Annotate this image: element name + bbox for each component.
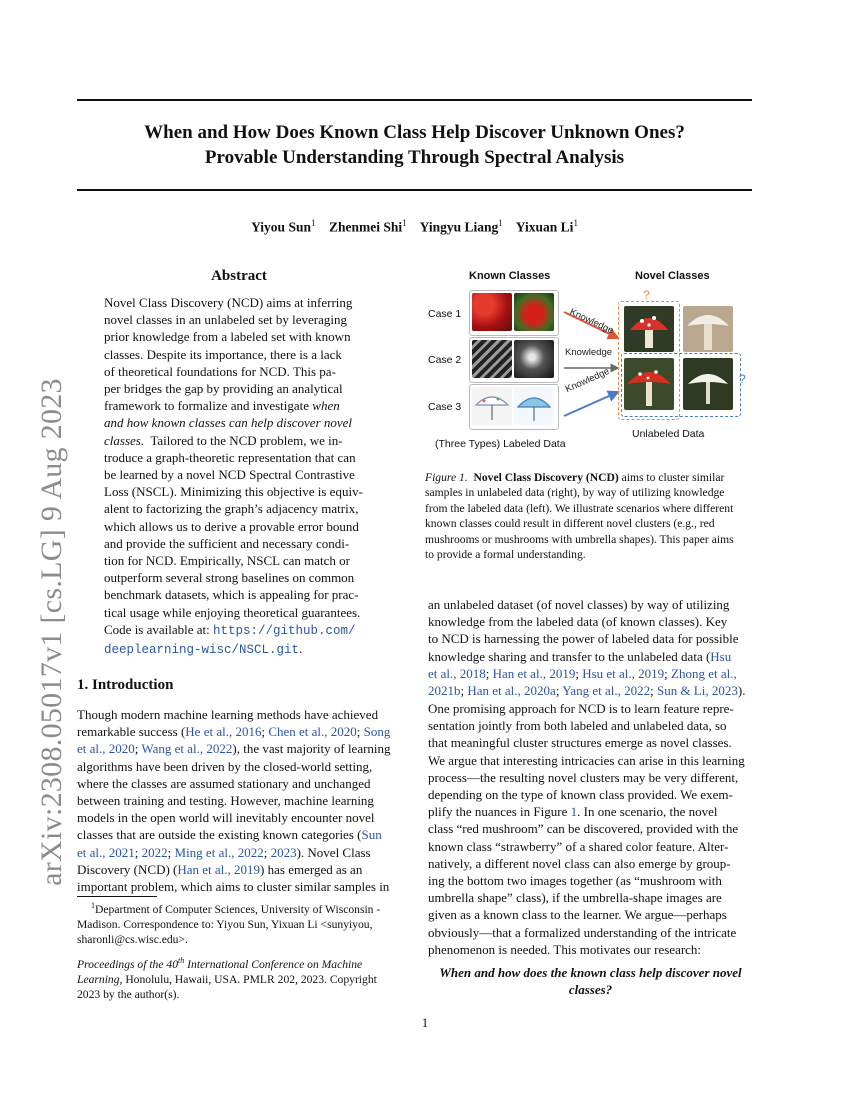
- proceedings-note: Proceedings of the 40th International Conference on Machine Learning, Honolulu, Hawaii, USA. PMLR 202, 2023. Copyright 2023 by the author(s).: [77, 956, 377, 1001]
- case-3-label: Case 3: [428, 401, 462, 413]
- author: Yiyou Sun: [251, 219, 311, 235]
- citation-link[interactable]: Han et al., 2019: [177, 861, 261, 877]
- code-link[interactable]: https://github.com/: [213, 623, 356, 638]
- labeled-data-caption: (Three Types) Labeled Data: [435, 438, 566, 450]
- white-mushroom-image: [683, 306, 733, 352]
- question-mark-orange: ?: [643, 288, 650, 302]
- title-line-2: Provable Understanding Through Spectral Analysis: [204, 147, 625, 168]
- question-mark-blue: ?: [739, 372, 746, 386]
- author: Zhenmei Shi: [328, 219, 403, 235]
- introduction-body: Though modern machine learning methods have achieved remarkable success (He et al., 2016; Chen et al., 2020; Song et al., 2020; Wang et al., 2022), the vast majority of learning algorithms have been driven by the closed-world setting, where the classes are assumed stationary and unchanged between training and testing. However, machine learning models in the open world will inevitably encounter novel classes that are outside the existing known categories (Sun et al., 2021; 2022; Ming et al., 2022; 2023). Novel Class Discovery (NCD) (Han et al., 2019) has emerged as an important problem, which aims to cluster similar samples in: [77, 707, 391, 895]
- knowledge-label-3: Knowledge: [563, 365, 612, 396]
- citation-link[interactable]: Zhong et al.,: [671, 665, 737, 681]
- abstract-heading: Abstract: [211, 268, 267, 284]
- case-2-label: Case 2: [428, 354, 462, 366]
- citation-link[interactable]: Yang et al., 2022: [562, 683, 651, 699]
- right-column-paragraph-2: One promising approach for NCD is to learn feature repre- sentation jointly from both labeled and unlabeled data, so that meaningful cluster structures emerge as novel classes. We argue that interesting intricacies can arise in this learning process—the resulting novel clusters may be very different, depending on the type of known class provided. We exem- plify the nuances in Figure 1. In one scenario, the novel class “red mushroom” can be discovered, provided with the known class “strawberry” of a shared color feature. Alter- natively, a different novel class can also emerge by group- ing the bottom two images together (as “mushroom with umbrella shape” class), if the umbrella-shape images are given as a known class to the learner. We argue—perhaps obviously—that a formalized understanding of the intricate phenomenon is needed. This motivates our research:: [428, 701, 745, 957]
- footnote-rule: [77, 896, 157, 897]
- red-mushroom-image: [624, 306, 674, 352]
- title-bottom-rule: [77, 189, 752, 191]
- umbrella-image: [514, 387, 554, 425]
- strawberry-image: [514, 293, 554, 331]
- citation-link[interactable]: Wang et al., 2022: [141, 741, 233, 757]
- citation-link[interactable]: Sun & Li, 2023: [656, 683, 738, 699]
- white-umbrella-mushroom-image: [683, 358, 733, 410]
- knowledge-label-2: Knowledge: [565, 347, 613, 358]
- known-classes-header: Known Classes: [469, 270, 551, 282]
- grayscale-image: [514, 340, 554, 378]
- umbrella-image: [472, 387, 512, 425]
- unlabeled-data-caption: Unlabeled Data: [632, 428, 705, 440]
- novel-classes-header: Novel Classes: [635, 270, 710, 282]
- author: Yingyu Liang: [419, 219, 499, 235]
- figure-reference-link[interactable]: 1: [570, 804, 578, 820]
- paper-title: [77, 120, 752, 170]
- citation-link[interactable]: et al., 2021: [77, 844, 135, 860]
- citation-link[interactable]: 2023: [270, 844, 297, 860]
- citation-link[interactable]: Hsu et al., 2019: [582, 665, 665, 681]
- citation-link[interactable]: Hsu: [710, 648, 732, 664]
- abstract-body: Novel Class Discovery (NCD) aims at inferring novel classes in an unlabeled set by leveraging prior knowledge from a labeled set with known classes. Despite its importance, there is a lack of theoretical foundations for NCD. This pa- per bridges the gap by providing an analytical framework to formalize and investigate when and how known classes can help discover novel classes. Tailored to the NCD problem, we in- troduce a graph-theoretic representation that can be learned by a novel NCD Spectral Contrastive Loss (NSCL). Minimizing this objective is equiv- alent to factorizing the graph’s adjacency matrix, which allows us to derive a provable error bound and provide the sufficient and necessary condi- tion for NCD. Empirically, NSCL can match or outperform several strong baselines on common benchmark datasets, which is appealing for prac- tical usage while enjoying theoretical guarantees. Code is available at: https://github.com/ deeplearning-wisc/NSCL.git.: [104, 295, 363, 658]
- right-column-paragraph-1: an unlabeled dataset (of novel classes) by way of utilizing knowledge from the labeled data (of known classes). Key to NCD is harnessing the power of labeled data for possible knowledge sharing and transfer to the unlabeled data (Hsu et al., 2018; Han et al., 2019; Hsu et al., 2019; Zhong et al., 2021b; Han et al., 2020a; Yang et al., 2022; Sun & Li, 2023).: [428, 597, 746, 699]
- strawberry-image: [472, 293, 512, 331]
- citation-link[interactable]: He et al., 2016: [185, 724, 262, 740]
- page-number: 1: [421, 1015, 429, 1030]
- grayscale-image: [472, 340, 512, 378]
- citation-link[interactable]: Sun: [361, 827, 382, 843]
- citation-link[interactable]: Chen et al., 2020: [268, 724, 357, 740]
- figure-1-caption: Figure 1. Novel Class Discovery (NCD) aims to cluster similar samples in unlabeled data (right), by way of utilizing knowledge from the labeled data (left). We illustrate scenarios where different known classes could result in different novel clusters (e.g., red mushrooms or mushrooms with umbrella shapes). This paper aims to provide a formal understanding.: [425, 471, 734, 562]
- author-list: Yiyou Sun$^1$ Zhenmei Shi$^1$ Yingyu Liang$^1$ Yixuan Li$^1$: [251, 218, 578, 235]
- citation-link[interactable]: Han et al., 2020a: [467, 683, 556, 699]
- title-line-1: When and How Does Known Class Help Discover Unknown Ones?: [144, 122, 685, 143]
- author: Yixuan Li: [515, 219, 574, 235]
- citation-link[interactable]: 2022: [141, 844, 168, 860]
- citation-link[interactable]: Song: [363, 724, 391, 740]
- knowledge-label-1: Knowledge: [567, 306, 616, 337]
- citation-link[interactable]: Ming et al., 2022: [174, 844, 264, 860]
- citation-link[interactable]: Han et al., 2019: [492, 665, 576, 681]
- footnote: $^1$Department of Computer Sciences, University of Wisconsin - Madison. Correspondence to: Yiyou Sun, Yixuan Li <sunyiyou, sharonli@cs.wisc.edu>.: [77, 901, 381, 946]
- red-umbrella-mushroom-image: [624, 358, 674, 410]
- citation-link[interactable]: et al., 2018: [428, 665, 486, 681]
- research-question: When and how does the known class help discover novel classes?: [439, 965, 742, 997]
- case-1-label: Case 1: [428, 308, 462, 320]
- arrow-case-3: [564, 392, 618, 416]
- code-link-continued[interactable]: deeplearning-wisc/NSCL.git: [104, 643, 300, 658]
- introduction-heading: 1. Introduction: [77, 677, 174, 693]
- arxiv-identifier: arXiv:2308.05017v1 [cs.LG] 9 Aug 2023: [35, 378, 68, 886]
- figure-1: [425, 268, 755, 458]
- title-top-rule: [77, 99, 752, 101]
- citation-link[interactable]: 2021b: [428, 683, 461, 699]
- citation-link[interactable]: et al., 2020: [77, 741, 135, 757]
